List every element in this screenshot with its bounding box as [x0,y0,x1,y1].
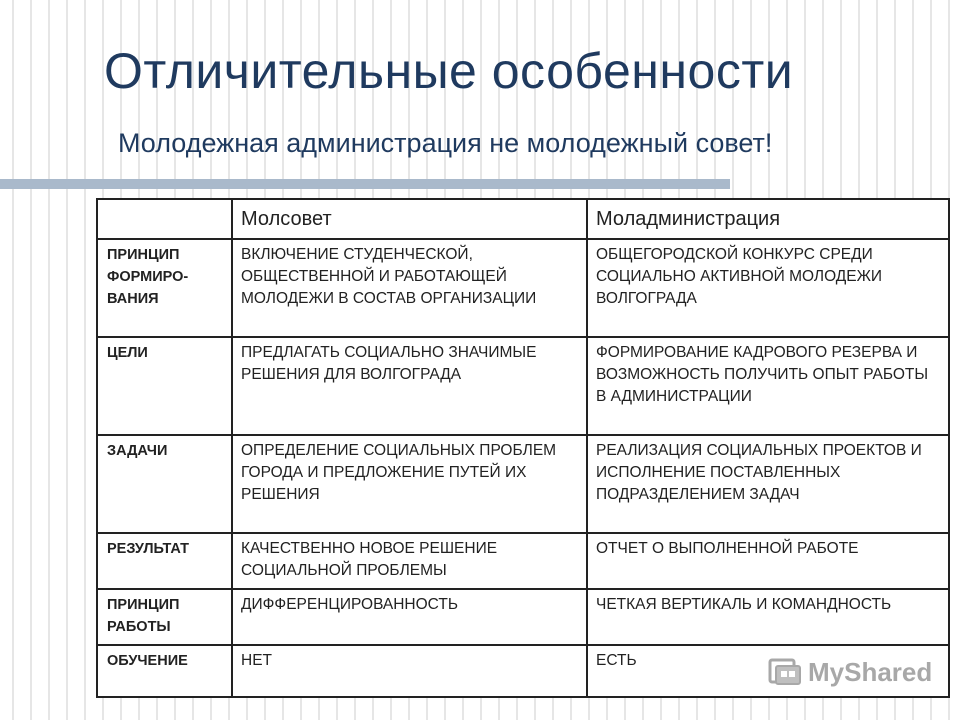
header-empty-cell [97,199,232,239]
moladmin-cell: РЕАЛИЗАЦИЯ СОЦИАЛЬНЫХ ПРОЕКТОВ И ИСПОЛНЕНИЕ ПОСТАВЛЕННЫХ ПОДРАЗДЕЛЕНИЕМ ЗАДАЧ [587,435,949,533]
molsovet-cell: ПРЕДЛАГАТЬ СОЦИАЛЬНО ЗНАЧИМЫЕ РЕШЕНИЯ ДЛЯ ВОЛГОГРАДА [232,337,587,435]
slide-title: Отличительные особенности [104,43,794,99]
table-row [97,533,949,589]
row-label: ОБУЧЕНИЕ [97,645,232,697]
moladmin-cell: ОТЧЕТ О ВЫПОЛНЕННОЙ РАБОТЕ [587,533,949,589]
row-label: ЗАДАЧИ [97,435,232,533]
moladmin-cell: ФОРМИРОВАНИЕ КАДРОВОГО РЕЗЕРВА И ВОЗМОЖНОСТЬ ПОЛУЧИТЬ ОПЫТ РАБОТЫ В АДМИНИСТРАЦИИ [587,337,949,435]
molsovet-cell: КАЧЕСТВЕННО НОВОЕ РЕШЕНИЕ СОЦИАЛЬНОЙ ПРОБЛЕМЫ [232,533,587,589]
slide-subtitle: Молодежная администрация не молодежный совет! [118,128,773,158]
molsovet-cell: НЕТ [232,645,587,697]
table-row [97,239,949,337]
molsovet-cell: ДИФФЕРЕНЦИРОВАННОСТЬ [232,589,587,645]
row-label: РЕЗУЛЬТАТ [97,533,232,589]
molsovet-cell: ВКЛЮЧЕНИЕ СТУДЕНЧЕСКОЙ, ОБЩЕСТВЕННОЙ И РАБОТАЮЩЕЙ МОЛОДЕЖИ В СОСТАВ ОРГАНИЗАЦИИ [232,239,587,337]
table-row [97,589,949,645]
moladmin-cell: ЕСТЬ [587,645,949,697]
header-molsovet: Молсовет [232,199,587,239]
moladmin-cell: ОБЩЕГОРОДСКОЙ КОНКУРС СРЕДИ СОЦИАЛЬНО АКТИВНОЙ МОЛОДЕЖИ ВОЛГОГРАДА [587,239,949,337]
molsovet-cell: ОПРЕДЕЛЕНИЕ СОЦИАЛЬНЫХ ПРОБЛЕМ ГОРОДА И ПРЕДЛОЖЕНИЕ ПУТЕЙ ИХ РЕШЕНИЯ [232,435,587,533]
table-header-row [97,199,949,239]
moladmin-cell: ЧЕТКАЯ ВЕРТИКАЛЬ И КОМАНДНОСТЬ [587,589,949,645]
table-row [97,337,949,435]
comparison-table [96,198,950,698]
decorative-divider-bar [0,179,730,189]
header-moladministratsiya: Моладминистрация [587,199,949,239]
watermark-text: MyShared [808,656,933,687]
table-row [97,435,949,533]
myshared-logo-icon [768,657,802,687]
row-label: ПРИНЦИП ФОРМИРО-ВАНИЯ [97,239,232,337]
myshared-watermark [768,652,932,692]
row-label: ЦЕЛИ [97,337,232,435]
row-label: ПРИНЦИП РАБОТЫ [97,589,232,645]
